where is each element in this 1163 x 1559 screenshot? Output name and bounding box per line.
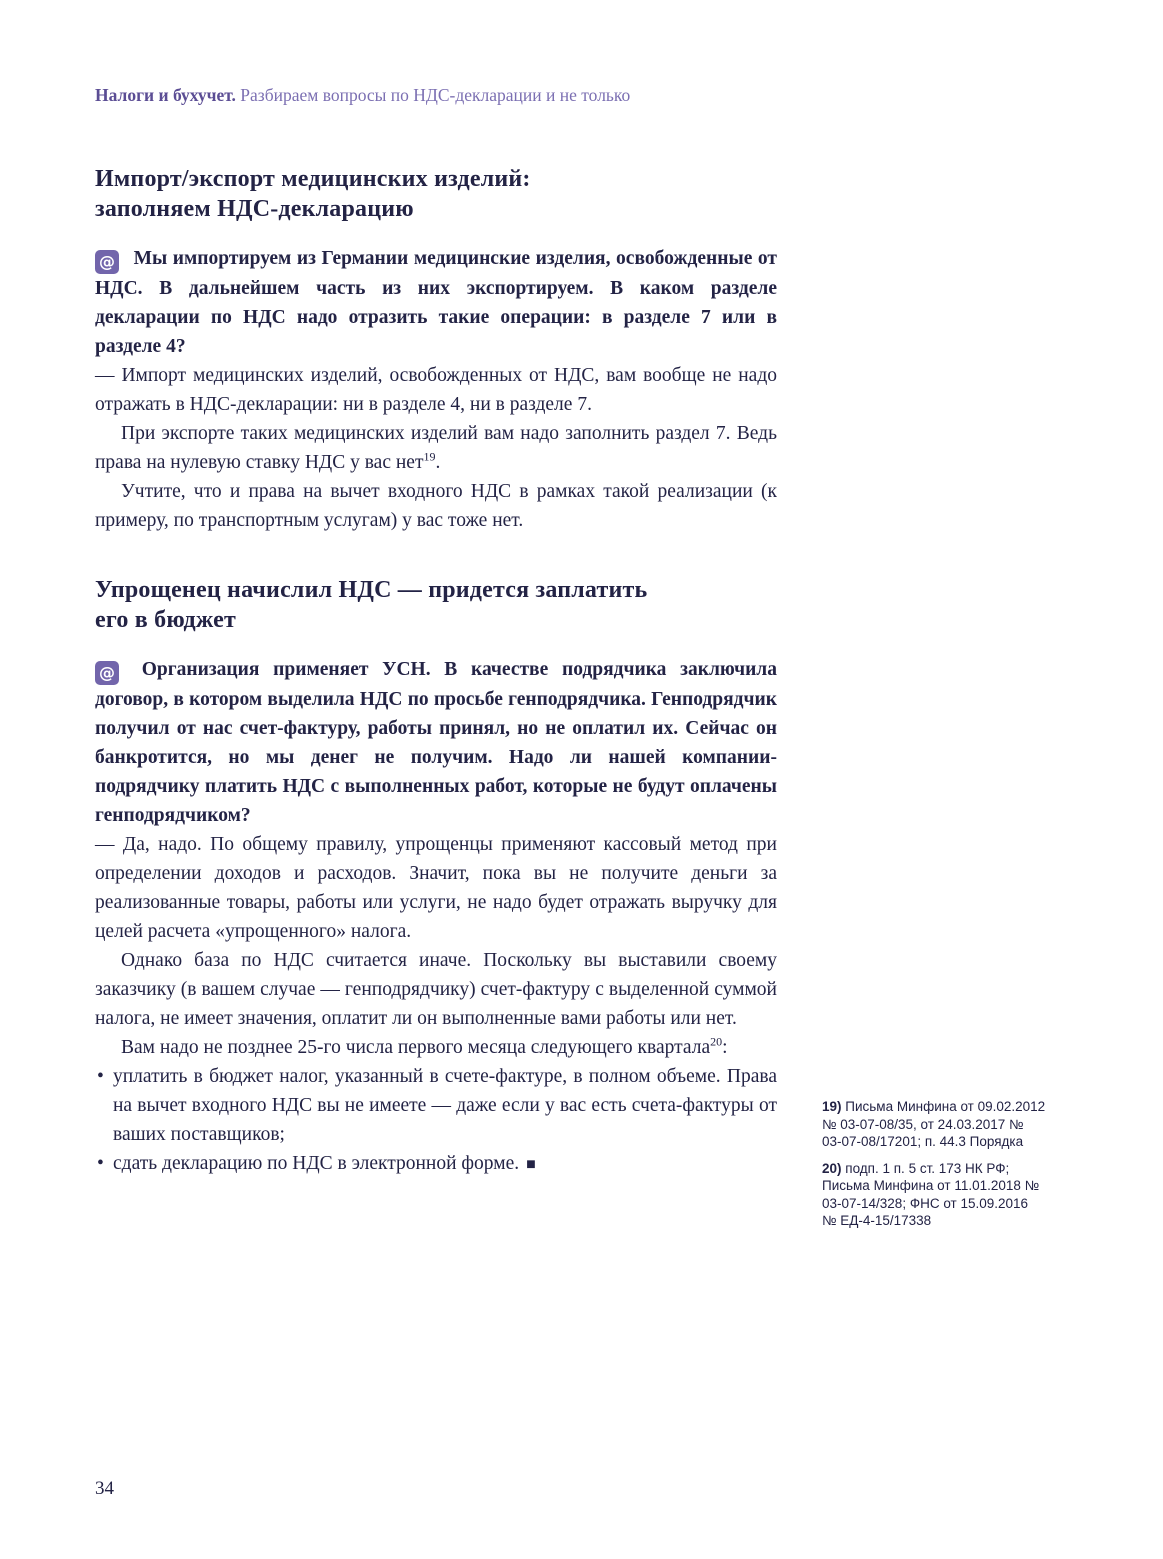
- bullet-list: [95, 1062, 777, 1179]
- answer-paragraph: [95, 1033, 777, 1062]
- footnote-ref-20: 20: [710, 1034, 723, 1049]
- page-number: 34: [95, 1478, 114, 1499]
- footnote-20: [822, 1160, 1046, 1230]
- article-title-1-line-2: заполняем НДС-декларацию: [95, 196, 414, 222]
- main-column: [95, 84, 777, 1179]
- answer-paragraph: [95, 946, 777, 1033]
- bullet-item: [95, 1149, 777, 1179]
- bullet-item: [95, 1062, 777, 1149]
- rubric-title: Налоги и бухучет.: [95, 85, 236, 105]
- bullet-text: сдать декларацию по НДС в электронной форме.: [113, 1153, 520, 1174]
- answer-text: Учтите, что и права на вычет входного НДС в рамках такой реализации (к примеру, по транспортным услугам) у вас тоже нет.: [95, 481, 777, 531]
- answer-paragraph: [95, 361, 777, 419]
- bullet-marker: •: [97, 1066, 104, 1087]
- answer-paragraph: [95, 477, 777, 535]
- bullet-marker: •: [97, 1153, 104, 1174]
- question-text-1: Мы импортируем из Германии медицинские изделия, освобожденные от НДС. В дальнейшем часть из них экспортируем. В каком разделе декларации по НДС надо отразить такие операции: в разделе 7 или в разделе 4?: [95, 248, 777, 357]
- footnote-text: подп. 1 п. 5 ст. 173 НК РФ; Письма Минфина от 11.01.2018 № 03-07-14/328; ФНС от 15.09.2016 № ЕД-4-15/17338: [822, 1160, 1040, 1228]
- article-title-1-line-1: Импорт/экспорт медицинских изделий:: [95, 166, 531, 192]
- footnote-number: 19): [822, 1099, 842, 1114]
- footnote-number: 20): [822, 1160, 842, 1176]
- footnote-text: Письма Минфина от 09.02.2012 № 03-07-08/35, от 24.03.2017 № 03-07-08/17201; п. 44.3 Порядка: [822, 1099, 1046, 1149]
- answer-text: Вам надо не позднее 25-го числа первого месяца следующего квартала: [121, 1037, 711, 1058]
- footnotes-sidebar: [822, 1098, 1046, 1239]
- answer-text: При экспорте таких медицинских изделий вам надо заполнить раздел 7. Ведь права на нулевую ставку НДС у вас нет: [95, 423, 777, 473]
- answer-text: — Импорт медицинских изделий, освобожденных от НДС, вам вообще не надо отражать в НДС-декларации: ни в разделе 4, ни в разделе 7.: [95, 365, 777, 415]
- question-paragraph-1: [95, 244, 777, 361]
- answer-text: Однако база по НДС считается иначе. Поскольку вы выставили своему заказчику (в вашем случае — генподрядчику) счет-фактуру с выделенной суммой налога, не имеет значения, оплатит ли он выполненные вами работы или нет.: [95, 950, 777, 1029]
- page-header: [95, 84, 777, 106]
- question-text-2: Организация применяет УСН. В качестве подрядчика заключила договор, в котором выделила НДС по просьбе генподрядчика. Генподрядчик получил от нас счет-фактуру, работы принял, но не оплатил их. Сейчас он банкротится, но мы денег не получим. Надо ли нашей компании-подрядчику платить НДС с выполненных работ, которые не будут оплачены генподрядчиком?: [95, 659, 778, 826]
- answer-text-tail: :: [722, 1037, 728, 1058]
- answer-paragraph: [95, 830, 777, 946]
- bullet-text: уплатить в бюджет налог, указанный в счете-фактуре, в полном объеме. Права на вычет входного НДС вы не имеете — даже если у вас есть счета-фактуры от ваших поставщиков;: [113, 1066, 777, 1145]
- question-paragraph-2: [95, 655, 777, 830]
- end-of-article-marker: ■: [526, 1156, 536, 1173]
- at-icon: @: [95, 661, 119, 685]
- footnote-ref-19: 19: [423, 449, 436, 464]
- at-icon: @: [95, 250, 119, 274]
- rubric-subtitle: Разбираем вопросы по НДС-декларации и не только: [240, 85, 631, 105]
- answer-paragraph: [95, 419, 777, 477]
- answer-text-tail: .: [435, 452, 441, 473]
- article-title-1: [95, 164, 777, 224]
- footnote-19: [822, 1098, 1046, 1151]
- article-title-2: [95, 575, 777, 635]
- article-title-2-line-2: его в бюджет: [95, 607, 236, 633]
- answer-text: — Да, надо. По общему правилу, упрощенцы применяют кассовый метод при определении доходов и расходов. Значит, пока вы не получите деньги за реализованные товары, работы или услуги, не надо будет отражать выручку для целей расчета «упрощенного» налога.: [95, 834, 777, 942]
- article-title-2-line-1: Упрощенец начислил НДС — придется заплатить: [95, 577, 648, 603]
